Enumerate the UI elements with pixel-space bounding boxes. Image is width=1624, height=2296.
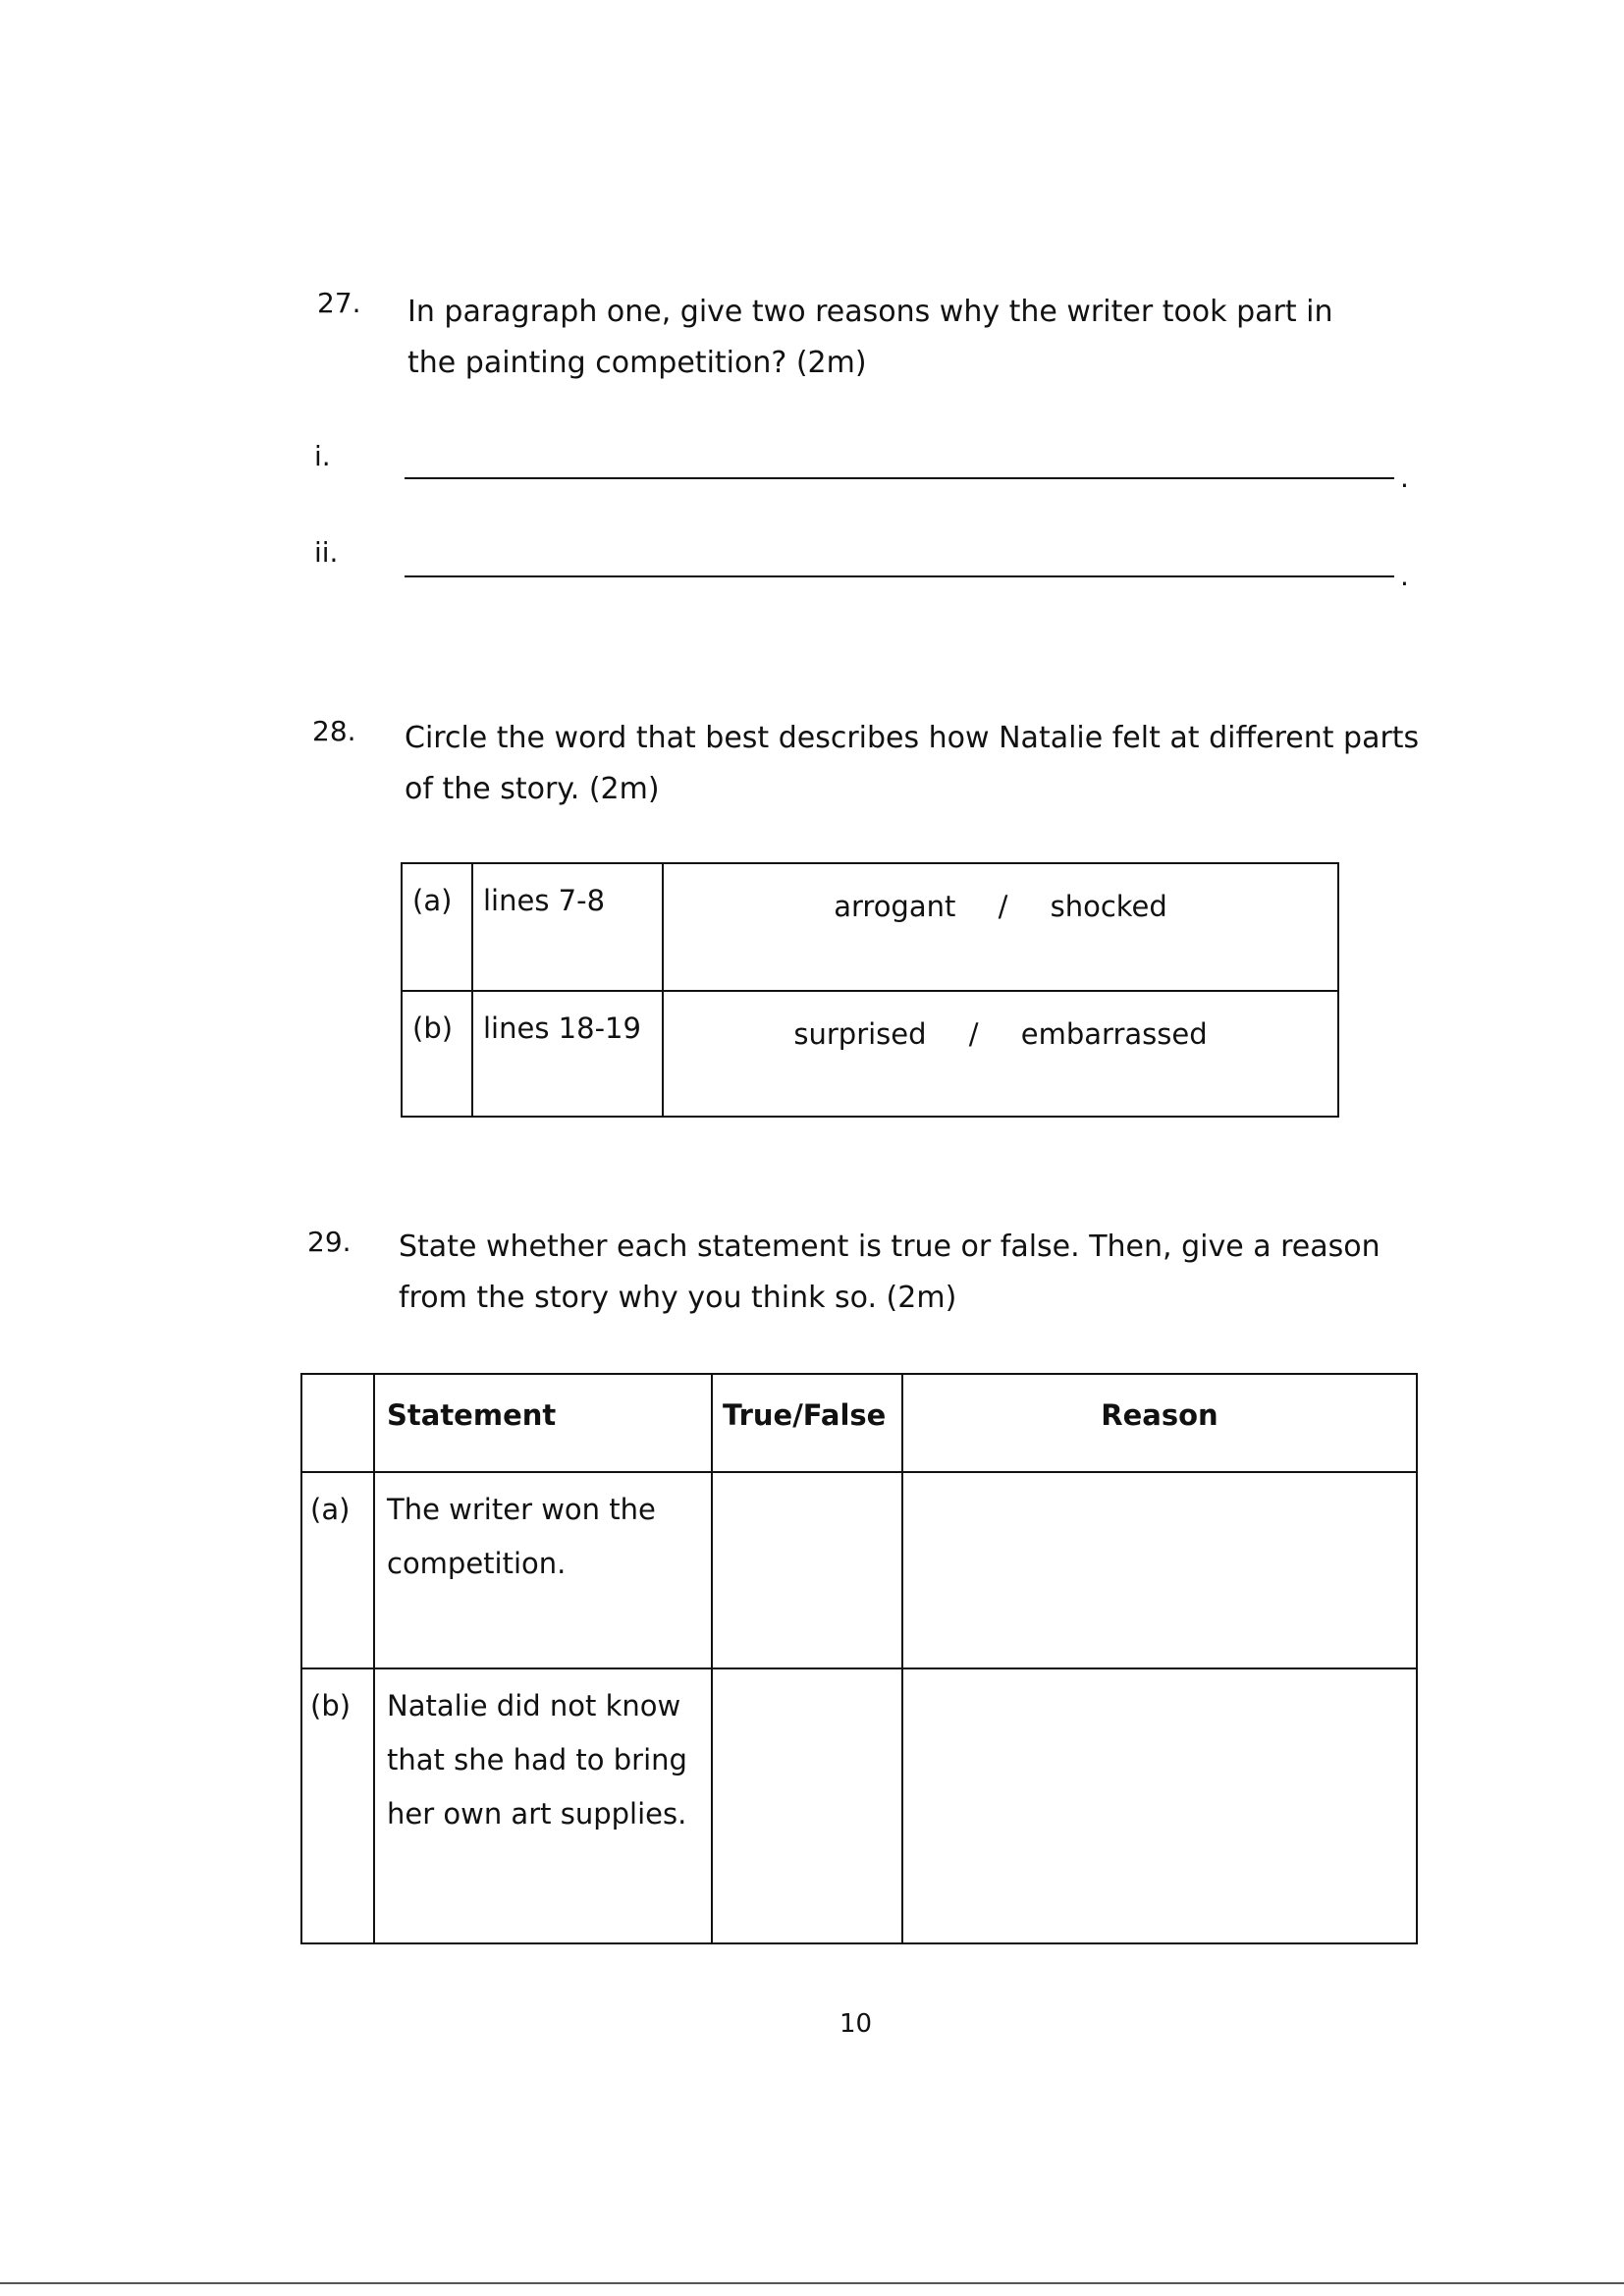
answer-line-ii-dot: . — [1400, 560, 1409, 592]
choice-surprised[interactable]: surprised — [793, 1017, 927, 1051]
header-reason: Reason — [1101, 1398, 1218, 1432]
header-letter-cell — [301, 1374, 374, 1472]
table-row-b — [301, 1668, 1417, 1943]
row-letter: (b) — [412, 1011, 454, 1045]
question-28-text: Circle the word that best describes how Natalie felt at different parts of the story. (2m) — [405, 721, 1420, 806]
question-27-text: In paragraph one, give two reasons why the writer took part in the painting competition? (2m) — [407, 295, 1333, 380]
row-lines: lines 7-8 — [483, 884, 606, 917]
header-statement: Statement — [387, 1398, 557, 1432]
row-lines: lines 18-19 — [483, 1011, 641, 1045]
question-27-number: 27. — [317, 287, 361, 319]
table-row-a — [301, 1472, 1417, 1668]
answer-label-i: i. — [314, 440, 331, 472]
true-false-table — [300, 1373, 1418, 1944]
table-header-row — [301, 1374, 1417, 1472]
choice-separator: / — [998, 890, 1008, 923]
reason-answer-cell[interactable] — [902, 1668, 1417, 1943]
page-number: 10 — [839, 2009, 873, 2039]
answer-label-ii: ii. — [314, 536, 339, 569]
true-false-answer-cell[interactable] — [712, 1668, 902, 1943]
question-28-number: 28. — [312, 715, 356, 747]
question-29-text: State whether each statement is true or false. Then, give a reason from the story why you think so. (2m) — [399, 1230, 1380, 1315]
row-letter: (a) — [310, 1493, 351, 1526]
answer-line-i[interactable] — [405, 477, 1394, 479]
choice-embarrassed[interactable]: embarrassed — [1020, 1017, 1208, 1051]
row-letter: (a) — [412, 884, 453, 917]
feelings-row-a — [402, 863, 1338, 991]
choice-shocked[interactable]: shocked — [1050, 890, 1167, 923]
row-statement: Natalie did not know that she had to bring her own art supplies. — [387, 1689, 687, 1831]
question-29-number: 29. — [307, 1226, 352, 1258]
choice-separator: / — [968, 1017, 979, 1051]
true-false-answer-cell[interactable] — [712, 1472, 902, 1668]
choice-arrogant[interactable]: arrogant — [834, 890, 956, 923]
row-statement: The writer won the competition. — [387, 1493, 656, 1580]
header-true-false: True/False — [723, 1398, 887, 1432]
feelings-table — [401, 862, 1339, 1118]
feelings-row-b — [402, 991, 1338, 1117]
row-letter: (b) — [310, 1689, 352, 1722]
page-bottom-rule — [0, 2282, 1624, 2284]
answer-line-i-dot: . — [1400, 462, 1409, 494]
answer-line-ii[interactable] — [405, 575, 1394, 577]
reason-answer-cell[interactable] — [902, 1472, 1417, 1668]
